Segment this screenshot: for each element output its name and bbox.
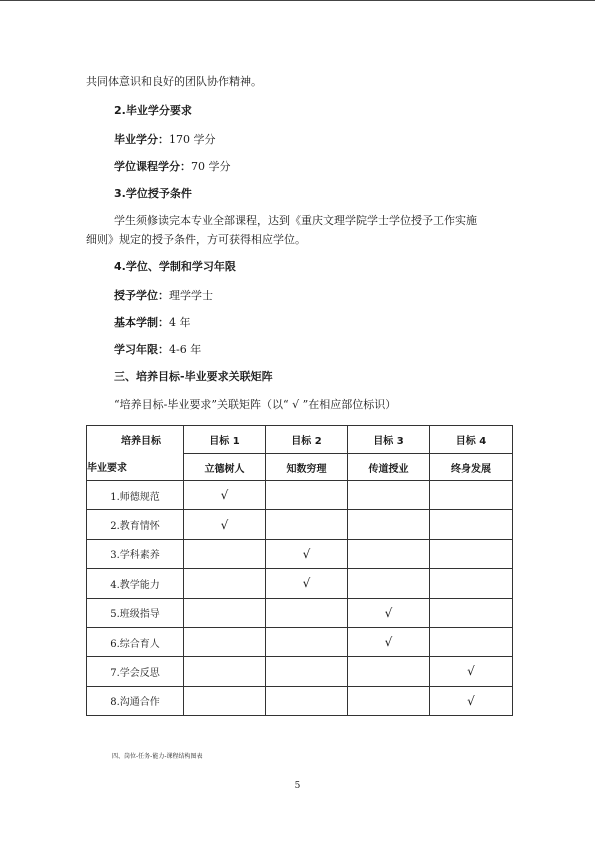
requirement-label: 8.沟通合作	[87, 686, 184, 715]
goal-name-3: 传道授业	[348, 454, 430, 481]
matrix-cell	[266, 510, 348, 539]
requirement-label: 4.教学能力	[87, 569, 184, 598]
award-degree-label: 授予学位：	[114, 289, 169, 302]
goal-name-2: 知数穷理	[266, 454, 348, 481]
matrix-cell	[348, 686, 430, 715]
matrix-cell	[184, 569, 266, 598]
matrix-cell	[266, 627, 348, 656]
heading-degree-conditions: 3.学位授予条件	[114, 187, 192, 200]
goal-header-1: 目标 1	[184, 426, 266, 454]
matrix-cell	[266, 657, 348, 686]
degree-conditions-text-2: 细则》规定的授予条件，方可获得相应学位。	[86, 233, 306, 246]
requirement-label: 7.学会反思	[87, 657, 184, 686]
table-row	[87, 657, 513, 686]
goal-name-4: 终身发展	[430, 454, 513, 481]
matrix-cell	[430, 539, 513, 568]
requirement-label: 3.学科素养	[87, 539, 184, 568]
requirement-label: 6.综合育人	[87, 627, 184, 656]
matrix-cell: √	[266, 569, 348, 598]
basic-system-label: 基本学制：	[114, 316, 169, 329]
table-row	[87, 481, 513, 510]
matrix-cell	[430, 510, 513, 539]
matrix-cell	[184, 686, 266, 715]
matrix-cell: √	[430, 686, 513, 715]
study-years-label: 学习年限：	[114, 343, 169, 356]
award-degree-value: 理学学士	[169, 289, 213, 302]
matrix-cell	[348, 510, 430, 539]
page-number: 5	[294, 781, 301, 791]
degree-course-credit-label: 学位课程学分：	[114, 160, 191, 173]
matrix-cell	[348, 481, 430, 510]
matrix-cell: √	[184, 510, 266, 539]
requirement-label: 5.班级指导	[87, 598, 184, 627]
matrix-cell	[430, 627, 513, 656]
table-row	[87, 686, 513, 715]
matrix-cell	[184, 598, 266, 627]
matrix-cell: √	[348, 598, 430, 627]
matrix-cell	[184, 539, 266, 568]
graduation-credit-value: 170 学分	[169, 133, 216, 146]
degree-course-credit-value: 70 学分	[191, 160, 231, 173]
table-row	[87, 539, 513, 568]
matrix-cell	[184, 627, 266, 656]
award-degree-line	[114, 288, 213, 304]
page-top-rule	[0, 0, 595, 1]
corner-requirements-label: 毕业要求	[87, 463, 127, 474]
matrix-cell	[348, 569, 430, 598]
goal-header-2: 目标 2	[266, 426, 348, 454]
graduation-credit-label: 毕业学分：	[114, 133, 169, 146]
matrix-cell	[348, 539, 430, 568]
matrix-cell: √	[348, 627, 430, 656]
basic-system-line	[114, 315, 191, 331]
table-row	[87, 598, 513, 627]
heading-section-three: 三、培养目标-毕业要求关联矩阵	[114, 370, 273, 383]
degree-conditions-text-1: 学生须修读完本专业全部课程，达到《重庆文理学院学士学位授予工作实施	[114, 214, 477, 227]
study-years-line	[114, 342, 201, 358]
matrix-cell	[430, 481, 513, 510]
goal-name-1: 立德树人	[184, 454, 266, 481]
matrix-cell	[184, 657, 266, 686]
corner-goals-label: 培养目标	[121, 436, 161, 447]
matrix-cell	[430, 569, 513, 598]
matrix-caption: “培养目标-毕业要求”关联矩阵（以“ √ ”在相应部位标识）	[114, 398, 397, 411]
matrix-cell: √	[184, 481, 266, 510]
requirement-label: 2.教育情怀	[87, 510, 184, 539]
paragraph-continuation: 共同体意识和良好的团队协作精神。	[86, 75, 262, 88]
study-years-value: 4-6 年	[169, 343, 202, 356]
heading-credit-requirements: 2.毕业学分要求	[114, 104, 192, 117]
requirement-label: 1.师德规范	[87, 481, 184, 510]
table-row	[87, 627, 513, 656]
matrix-cell: √	[266, 539, 348, 568]
goal-header-4: 目标 4	[430, 426, 513, 454]
heading-degree-system: 4.学位、学制和学习年限	[114, 260, 236, 273]
goal-requirement-matrix	[86, 425, 513, 716]
matrix-cell	[266, 686, 348, 715]
matrix-cell	[430, 598, 513, 627]
matrix-cell	[266, 598, 348, 627]
table-row	[87, 569, 513, 598]
next-section-heading: 四、岗位-任务-能力-课程结构图表	[112, 753, 203, 760]
goal-header-3: 目标 3	[348, 426, 430, 454]
table-row	[87, 510, 513, 539]
matrix-cell: √	[430, 657, 513, 686]
graduation-credit-line	[114, 132, 216, 148]
matrix-cell	[348, 657, 430, 686]
matrix-corner-cell	[87, 426, 184, 481]
basic-system-value: 4 年	[169, 316, 191, 329]
matrix-cell	[266, 481, 348, 510]
degree-course-credit-line	[114, 159, 231, 175]
